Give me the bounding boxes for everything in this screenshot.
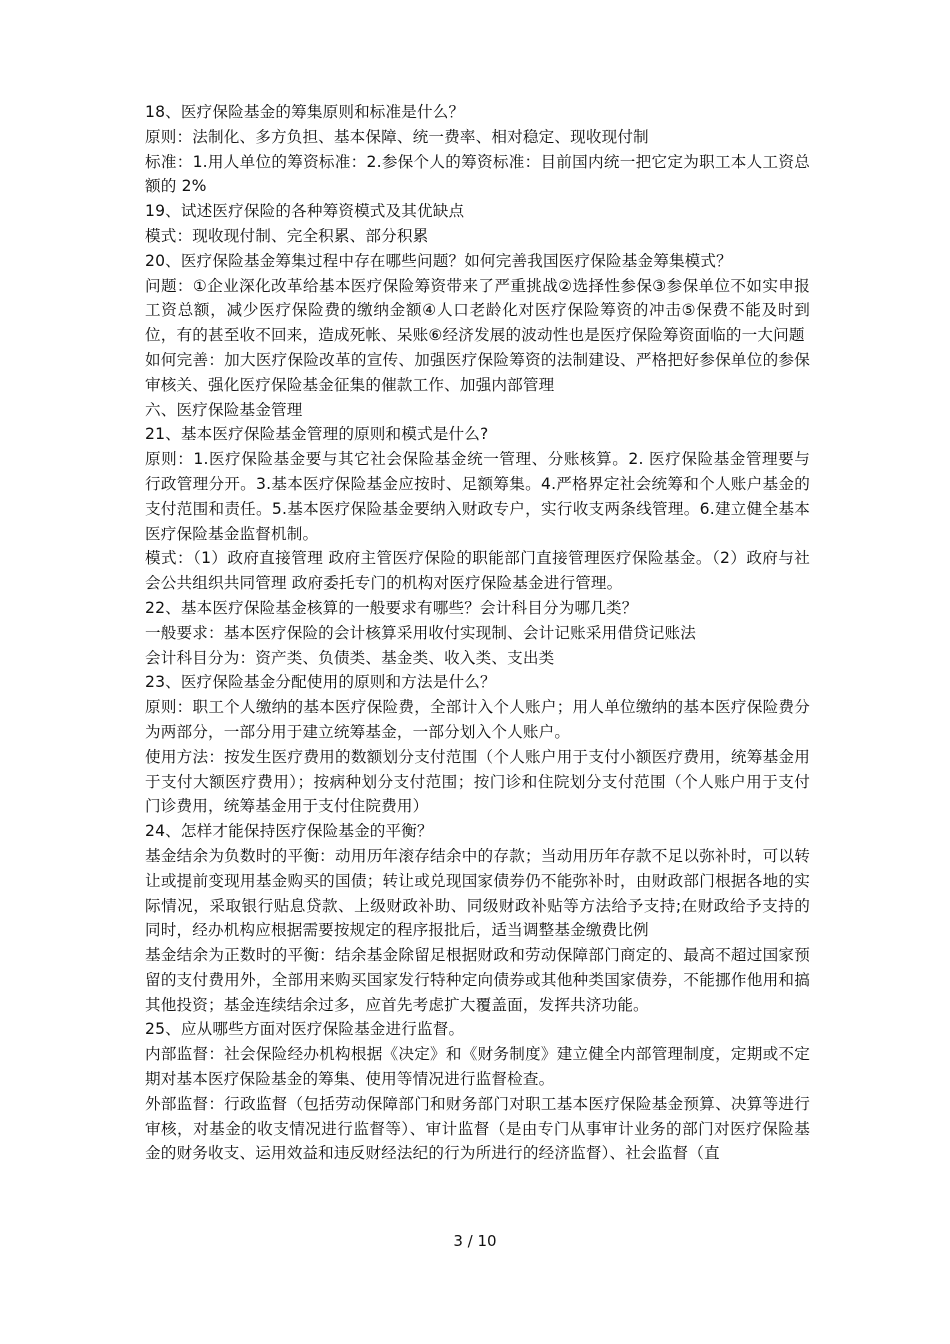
question-19-heading: 19、试述医疗保险的各种筹资模式及其优缺点 — [145, 202, 465, 221]
answer-paragraph: 基金结余为负数时的平衡：动用历年滚存结余中的存款；当动用历年存款不足以弥补时，可以转让或提前变现用基金购买的国债；转让或兑现国家债券仍不能弥补时，由财政部门根据各地的实际情况，采取银行贴息贷款、上级财政补助、同级财政补贴等方法给予支持;在财政给予支持的同时，经办机构应根据需要按规定的程序报批后，适当调整基金缴费比例 — [145, 846, 810, 940]
question-18-heading: 18、医疗保险基金的筹集原则和标准是什么？ — [145, 103, 465, 121]
section-heading: 六、医疗保险基金管理 — [145, 400, 303, 419]
answer-paragraph: 外部监督：行政监督（包括劳动保障部门和财务部门对职工基本医疗保险基金预算、决算等进行审核，对基金的收支情况进行监督等）、审计监督（是由专门从事审计业务的部门对医疗保险基金的财务收支、运用效益和违反财经法纪的行为所进行的经济监督）、社会监督（直 — [145, 1094, 810, 1163]
answer-paragraph: 基金结余为正数时的平衡：结余基金除留足根据财政和劳动保障部门商定的、最高不超过国家预留的支付费用外，全部用来购买国家发行特种定向债券或其他种类国家债券，不能挪作他用和搞其他投资；基金连续结余过多，应首先考虑扩大覆盖面，发挥共济功能。 — [145, 946, 810, 1014]
answer-paragraph: 如何完善：加大医疗保险改革的宣传、加强医疗保险筹资的法制建设、严格把好参保单位的参保审核关、强化医疗保险基金征集的催款工作、加强内部管理 — [145, 350, 810, 394]
question-24-heading: 24、怎样才能保持医疗保险基金的平衡？ — [145, 822, 433, 841]
answer-paragraph: 使用方法：按发生医疗费用的数额划分支付范围（个人账户用于支付小额医疗费用，统筹基金用于支付大额医疗费用）；按病种划分支付范围；按门诊和住院划分支付范围（个人账户用于支付门诊费用，统筹基金用于支付住院费用） — [145, 747, 810, 816]
question-25-heading: 25、应从哪些方面对医疗保险基金进行监督。 — [145, 1020, 465, 1039]
page-number: 3 / 10 — [453, 1232, 497, 1250]
answer-paragraph: 原则：1.医疗保险基金要与其它社会保险基金统一管理、分账核算。2. 医疗保险基金管理要与行政管理分开。3.基本医疗保险基金应按时、足额筹集。4.严格界定社会统筹和个人账户基金的支付范围和责任。5.基本医疗保险基金要纳入财政专户，实行收支两条线管理。6.建立健全基本医疗保险基金监督机制。 — [145, 450, 810, 543]
answer-paragraph: 原则：职工个人缴纳的基本医疗保险费，全部计入个人账户；用人单位缴纳的基本医疗保险费分为两部分，一部分用于建立统筹基金，一部分划入个人账户。 — [145, 698, 810, 741]
question-21-heading: 21、基本医疗保险基金管理的原则和模式是什么? — [145, 425, 489, 444]
answer-paragraph: 模式：（1）政府直接管理 政府主管医疗保险的职能部门直接管理医疗保险基金。（2）政府与社会公共组织共同管理 政府委托专门的机构对医疗保险基金进行管理。 — [145, 549, 810, 593]
answer-paragraph: 标准：1.用人单位的筹资标准：2.参保个人的筹资标准：目前国内统一把它定为职工本人工资总额的 2% — [145, 152, 810, 196]
question-20-heading: 20、医疗保险基金筹集过程中存在哪些问题？如何完善我国医疗保险基金筹集模式？ — [145, 251, 732, 270]
answer-paragraph: 原则：法制化、多方负担、基本保障、统一费率、相对稳定、现收现付制 — [145, 127, 649, 146]
question-23-heading: 23、医疗保险基金分配使用的原则和方法是什么？ — [145, 673, 496, 692]
question-22-heading: 22、基本医疗保险基金核算的一般要求有哪些？会计科目分为哪几类？ — [145, 598, 638, 617]
document-body — [145, 100, 810, 1166]
answer-paragraph: 一般要求：基本医疗保险的会计核算采用收付实现制、会计记账采用借贷记账法 — [145, 623, 697, 642]
answer-paragraph: 会计科目分为：资产类、负债类、基金类、收入类、支出类 — [145, 648, 555, 667]
answer-paragraph: 内部监督：社会保险经办机构根据《决定》和《财务制度》建立健全内部管理制度，定期或不定期对基本医疗保险基金的筹集、使用等情况进行监督检查。 — [145, 1045, 810, 1089]
answer-paragraph: 问题：①企业深化改革给基本医疗保险筹资带来了严重挑战②选择性参保③参保单位不如实申报工资总额，减少医疗保险费的缴纳金额④人口老龄化对医疗保险筹资的冲击⑤保费不能及时到位，有的甚至收不回来，造成死帐、呆账⑥经济发展的波动性也是医疗保险筹资面临的一大问题 — [145, 276, 810, 345]
answer-paragraph: 模式：现收现付制、完全积累、部分积累 — [145, 226, 429, 245]
